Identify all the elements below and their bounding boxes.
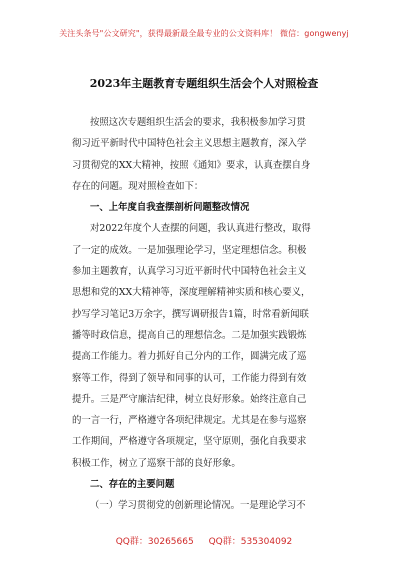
paragraph-line: 了一定的成效。一是加强理论学习，坚定理想信念。积极: [72, 244, 307, 256]
document-body: [72, 112, 362, 517]
footer-qq-group-1: QQ群：30265665: [115, 537, 194, 547]
footer-qq-group-2: QQ群：535304092: [208, 537, 293, 547]
banner-text: 关注头条号"公文研究"，获得最新最全最专业的公文资料库！ 微信：gongwenyj: [59, 29, 349, 38]
document-title: 2023年主题教育专题组织生活会个人对照检查: [89, 77, 319, 90]
paragraph-line: 的一言一行，严格遵守各项纪律规定。尤其是在参与巡察: [72, 415, 307, 427]
paragraph-line: 工作期间，严格遵守各项规定，坚守原则，强化自我要求: [72, 436, 307, 448]
paragraph-line: 参加主题教育，认真学习习近平新时代中国特色社会主义: [72, 266, 307, 278]
paragraph-line: 提高工作能力。着力抓好自己分内的工作，圆满完成了巡: [72, 351, 307, 363]
section-heading: 二、存在的主要问题: [90, 479, 175, 491]
section-heading: 一、上年度自我查摆剖析问题整改情况: [90, 202, 250, 214]
paragraph-line: 存在的问题。现对照检查如下：: [72, 180, 204, 192]
paragraph-line: 察等工作，得到了领导和同事的认可，工作能力得到有效: [72, 372, 307, 384]
paragraph-line: 播等时政信息，提高自己的理想信念。二是加强实践锻炼: [72, 329, 307, 341]
footer-contact: [0, 534, 408, 554]
paragraph-line: 抄写学习笔记3万余字，撰写调研报告1篇，时常看新闻联: [72, 308, 309, 320]
paragraph-line: 思想和党的XX大精神等，深度理解精神实质和核心要义，: [72, 287, 311, 299]
top-banner: [0, 0, 408, 54]
paragraph-line: 按照这次专题组织生活会的要求，我积极参加学习贯: [90, 117, 306, 128]
paragraph-line: 积极工作，树立了巡察干部的良好形象。: [72, 457, 241, 469]
paragraph-line: 习贯彻党的XX大精神，按照《通知》要求，认真查摆自身: [72, 159, 311, 171]
paragraph-line: （一）学习贯彻党的创新理论情况。一是理论学习不: [90, 500, 306, 512]
paragraph-line: 对2022年度个人查摆的问题，我认真进行整改，取得: [90, 223, 311, 235]
paragraph-line: 提升。三是严守廉洁纪律，树立良好形象。始终注意自己: [72, 393, 307, 405]
paragraph-line: 彻习近平新时代中国特色社会主义思想主题教育，深入学: [72, 138, 307, 150]
